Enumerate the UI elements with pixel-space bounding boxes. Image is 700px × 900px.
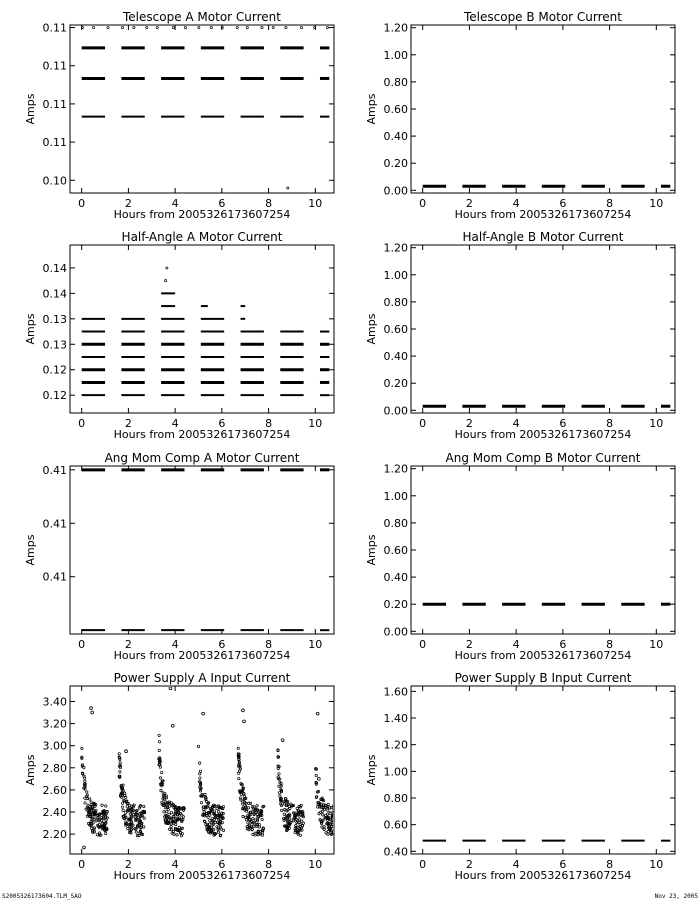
x-tick-label: 10 [649, 858, 664, 871]
data-point [89, 798, 91, 800]
data-point [119, 771, 121, 773]
data-point [242, 815, 244, 817]
footer-date: Nov 23, 2005 [654, 893, 698, 900]
data-point [216, 807, 218, 809]
data-point [339, 835, 341, 837]
data-point [237, 747, 239, 749]
data-series [81, 687, 343, 849]
x-tick-label: 2 [465, 638, 473, 651]
data-point [101, 804, 103, 806]
data-point [251, 806, 253, 808]
data-point [198, 26, 200, 28]
x-tick-label: 4 [512, 858, 520, 871]
x-tick-label: 8 [265, 417, 273, 430]
data-point [252, 833, 254, 835]
chart-title: Telescope B Motor Current [463, 10, 623, 24]
data-point [84, 802, 86, 804]
x-tick-label: 8 [606, 197, 614, 210]
data-point [210, 26, 212, 28]
y-tick-label: 0.12 [42, 389, 67, 403]
data-point [322, 814, 324, 816]
data-point [126, 806, 128, 808]
data-point [299, 834, 301, 836]
x-tick-label: 0 [78, 417, 86, 430]
data-point [256, 805, 258, 807]
data-point [121, 26, 123, 28]
data-point [118, 753, 120, 755]
x-axis-label: Hours from 2005326173607254 [454, 208, 632, 221]
x-tick-label: 2 [465, 417, 473, 430]
data-point [121, 802, 123, 804]
chart-panel [365, 451, 675, 662]
data-point [203, 811, 205, 813]
y-tick-label: 1.20 [383, 738, 408, 752]
x-tick-label: 10 [308, 417, 323, 430]
y-tick-label: 0.40 [383, 845, 408, 859]
x-axis-label: Hours from 2005326173607254 [113, 208, 291, 221]
y-tick-label: 0.80 [383, 75, 408, 89]
x-tick-label: 0 [78, 197, 86, 210]
data-point [143, 826, 145, 828]
data-point [198, 762, 200, 764]
x-tick-label: 4 [512, 417, 520, 430]
y-tick-label: 2.80 [42, 761, 67, 775]
x-tick-label: 4 [512, 638, 520, 651]
data-point [167, 809, 169, 811]
x-tick-label: 6 [559, 197, 567, 210]
data-point [287, 187, 289, 189]
data-point [298, 819, 300, 821]
data-point [133, 26, 135, 28]
x-tick-label: 4 [171, 197, 179, 210]
outlier-point [281, 739, 284, 742]
y-tick-label: 0.12 [42, 363, 67, 377]
data-point [93, 816, 95, 818]
y-tick-label: 0.20 [383, 157, 408, 171]
y-tick-label: 0.41 [42, 517, 67, 531]
data-point [336, 829, 338, 831]
y-tick-label: 0.60 [383, 818, 408, 832]
outlier-point [90, 707, 93, 710]
data-point [327, 830, 329, 832]
data-point [285, 26, 287, 28]
x-tick-label: 8 [606, 417, 614, 430]
data-point [199, 770, 201, 772]
x-tick-label: 10 [649, 197, 664, 210]
data-point [336, 817, 338, 819]
y-tick-label: 0.11 [42, 59, 67, 73]
data-point [170, 812, 172, 814]
data-point [278, 773, 280, 775]
y-tick-label: 0.14 [42, 287, 67, 301]
data-point [338, 824, 340, 826]
data-point [252, 817, 254, 819]
y-tick-label: 0.80 [383, 792, 408, 805]
y-tick-label: 2.40 [42, 806, 67, 819]
y-tick-label: 0.40 [383, 130, 408, 144]
data-point [338, 818, 340, 820]
x-tick-label: 0 [419, 858, 427, 871]
x-tick-label: 6 [218, 417, 226, 430]
x-tick-label: 8 [606, 858, 614, 871]
y-tick-label: 1.00 [383, 489, 408, 503]
y-axis-label: Amps [24, 534, 37, 566]
data-point [143, 805, 145, 807]
x-tick-label: 4 [512, 197, 520, 210]
data-point [86, 791, 88, 793]
data-point [200, 801, 202, 803]
data-point [338, 807, 340, 809]
data-point [336, 833, 338, 835]
data-point [326, 813, 328, 815]
data-point [81, 747, 83, 749]
y-axis-label: Amps [365, 534, 378, 566]
y-axis-label: Amps [365, 313, 378, 345]
data-point [336, 834, 338, 836]
chart-panel [24, 671, 342, 882]
x-tick-label: 2 [124, 417, 132, 430]
data-point [340, 808, 342, 810]
y-axis-label: Amps [365, 754, 378, 786]
data-point [336, 832, 338, 834]
data-point [236, 26, 238, 28]
data-point [329, 812, 331, 814]
y-tick-label: 0.40 [383, 350, 408, 364]
data-point [204, 793, 206, 795]
y-tick-label: 3.40 [42, 695, 67, 709]
data-point [334, 825, 336, 827]
y-tick-label: 0.20 [383, 377, 408, 391]
outlier-point [169, 687, 172, 690]
x-tick-label: 8 [265, 858, 273, 871]
x-tick-label: 6 [218, 858, 226, 871]
data-point [283, 813, 285, 815]
outlier-point [317, 777, 320, 780]
data-point [337, 807, 339, 809]
data-point [93, 26, 95, 28]
data-point [336, 827, 338, 829]
x-tick-label: 2 [124, 858, 132, 871]
data-point [121, 806, 123, 808]
y-axis-label: Amps [24, 754, 37, 786]
y-tick-label: 1.20 [383, 241, 408, 255]
data-point [222, 829, 224, 831]
y-tick-label: 0.10 [42, 174, 67, 188]
plot-frame [70, 466, 334, 634]
data-point [160, 789, 162, 791]
x-tick-label: 0 [419, 417, 427, 430]
data-point [127, 827, 129, 829]
plot-frame [70, 686, 334, 854]
data-point [326, 26, 328, 28]
data-point [337, 831, 339, 833]
data-point [314, 26, 316, 28]
chart-panel [365, 230, 675, 441]
plot-frame [70, 245, 334, 413]
data-point [337, 832, 339, 834]
x-tick-label: 8 [265, 638, 273, 651]
data-point [170, 825, 172, 827]
y-tick-label: 0.14 [42, 261, 67, 275]
x-tick-label: 2 [465, 197, 473, 210]
outlier-point [316, 712, 319, 715]
data-point [335, 819, 337, 821]
outlier-point [171, 724, 174, 727]
data-point [165, 280, 167, 282]
x-tick-label: 0 [419, 638, 427, 651]
data-point [338, 817, 340, 819]
data-point [335, 809, 337, 811]
y-tick-label: 2.20 [42, 828, 67, 842]
x-tick-label: 4 [171, 417, 179, 430]
data-point [335, 829, 337, 831]
x-tick-label: 2 [124, 638, 132, 651]
x-axis-label: Hours from 2005326173607254 [113, 869, 291, 882]
chart-title: Power Supply B Input Current [454, 671, 632, 685]
data-point [163, 811, 165, 813]
data-point [104, 832, 106, 834]
x-tick-label: 6 [559, 417, 567, 430]
data-point [238, 777, 240, 779]
data-point [158, 741, 160, 743]
x-tick-label: 2 [465, 858, 473, 871]
x-tick-label: 8 [265, 197, 273, 210]
outlier-point [83, 846, 86, 849]
outlier-point [125, 750, 128, 753]
data-point [335, 821, 337, 823]
data-point [327, 809, 329, 811]
y-tick-label: 0.41 [42, 463, 67, 477]
data-point [105, 805, 107, 807]
chart-panel [24, 10, 334, 221]
x-tick-label: 6 [218, 638, 226, 651]
chart-title: Power Supply A Input Current [113, 671, 291, 685]
x-tick-label: 0 [78, 858, 86, 871]
y-tick-label: 0.60 [383, 544, 408, 557]
data-point [336, 827, 338, 829]
x-tick-label: 2 [124, 197, 132, 210]
outlier-point [91, 711, 94, 714]
x-tick-label: 0 [78, 638, 86, 651]
x-tick-label: 10 [308, 858, 323, 871]
y-tick-label: 0.60 [383, 103, 408, 116]
plot-frame [411, 245, 675, 413]
x-tick-label: 4 [171, 638, 179, 651]
x-axis-label: Hours from 2005326173607254 [113, 649, 291, 662]
data-point [338, 829, 340, 831]
plot-frame [411, 466, 675, 634]
data-point [119, 762, 121, 764]
data-point [172, 26, 174, 28]
data-series [81, 26, 329, 189]
chart-panel [24, 230, 334, 441]
x-tick-label: 6 [559, 638, 567, 651]
data-point [166, 267, 168, 269]
data-point [199, 777, 201, 779]
data-point [334, 817, 336, 819]
data-point [122, 809, 124, 811]
data-series [82, 470, 330, 630]
x-axis-label: Hours from 2005326173607254 [454, 649, 632, 662]
data-point [337, 806, 339, 808]
y-tick-label: 0.60 [383, 323, 408, 336]
data-point [197, 745, 199, 747]
y-tick-label: 0.40 [383, 571, 408, 585]
y-axis-label: Amps [365, 93, 378, 125]
data-point [158, 749, 160, 751]
data-point [334, 809, 336, 811]
data-point [337, 826, 339, 828]
plot-frame [70, 25, 334, 193]
footer-filename: S2005326173604.TLM_SAO [2, 893, 82, 900]
y-tick-label: 2.60 [42, 783, 67, 797]
outlier-point [243, 720, 246, 723]
x-tick-label: 10 [649, 638, 664, 651]
x-tick-label: 0 [419, 197, 427, 210]
x-tick-label: 4 [171, 858, 179, 871]
y-tick-label: 0.20 [383, 598, 408, 612]
chart-panel [365, 10, 675, 221]
data-point [336, 816, 338, 818]
data-point [279, 795, 281, 797]
data-point [199, 773, 201, 775]
data-point [207, 816, 209, 818]
y-tick-label: 1.00 [383, 48, 408, 62]
y-tick-label: 1.20 [383, 21, 408, 35]
data-point [168, 805, 170, 807]
x-tick-label: 6 [559, 858, 567, 871]
data-point [159, 777, 161, 779]
data-point [339, 812, 341, 814]
data-point [168, 813, 170, 815]
data-point [184, 26, 186, 28]
y-tick-label: 0.80 [383, 295, 408, 309]
data-point [335, 804, 337, 806]
plot-frame [411, 25, 675, 193]
x-tick-label: 10 [308, 638, 323, 651]
x-axis-label: Hours from 2005326173607254 [454, 869, 632, 882]
data-point [336, 830, 338, 832]
chart-title: Half-Angle A Motor Current [121, 230, 283, 244]
data-point [135, 831, 137, 833]
y-tick-label: 0.13 [42, 338, 67, 352]
y-tick-label: 1.40 [383, 712, 408, 725]
data-point [159, 766, 161, 768]
chart-panel [24, 451, 334, 662]
data-point [107, 26, 109, 28]
y-tick-label: 0.00 [383, 404, 408, 418]
x-axis-label: Hours from 2005326173607254 [113, 428, 291, 441]
data-point [217, 831, 219, 833]
data-point [246, 26, 248, 28]
chart-title: Ang Mom Comp B Motor Current [445, 451, 641, 465]
y-tick-label: 0.13 [42, 312, 67, 326]
outlier-point [241, 709, 244, 712]
data-point [337, 828, 339, 830]
data-point [217, 810, 219, 812]
data-point [209, 820, 211, 822]
y-tick-label: 0.11 [42, 136, 67, 150]
x-tick-label: 10 [308, 197, 323, 210]
data-point [336, 804, 338, 806]
x-tick-label: 10 [649, 417, 664, 430]
y-axis-label: Amps [24, 93, 37, 125]
data-point [300, 26, 302, 28]
y-tick-label: 0.00 [383, 625, 408, 639]
x-tick-label: 8 [606, 638, 614, 651]
y-axis-label: Amps [24, 313, 37, 345]
data-point [143, 817, 145, 819]
data-point [247, 807, 249, 809]
x-tick-label: 6 [218, 197, 226, 210]
data-point [158, 734, 160, 736]
data-point [176, 834, 178, 836]
data-series [82, 267, 330, 395]
y-tick-label: 1.20 [383, 462, 408, 476]
y-tick-label: 0.11 [42, 97, 67, 111]
data-point [83, 766, 85, 768]
x-axis-label: Hours from 2005326173607254 [454, 428, 632, 441]
y-tick-label: 3.20 [42, 717, 67, 731]
data-point [338, 834, 340, 836]
data-point [280, 809, 282, 811]
data-point [261, 818, 263, 820]
y-tick-label: 0.00 [383, 184, 408, 198]
y-tick-label: 1.00 [383, 765, 408, 779]
data-point [156, 26, 158, 28]
y-tick-label: 3.00 [42, 739, 67, 753]
y-tick-label: 0.41 [42, 570, 67, 584]
data-point [289, 818, 291, 820]
data-point [315, 774, 317, 776]
chart-panel [365, 671, 675, 882]
y-tick-label: 1.00 [383, 268, 408, 282]
data-point [81, 26, 83, 28]
data-point [272, 26, 274, 28]
chart-title: Half-Angle B Motor Current [462, 230, 624, 244]
data-point [146, 26, 148, 28]
y-tick-label: 0.80 [383, 516, 408, 530]
plot-frame [411, 686, 675, 854]
data-point [209, 814, 211, 816]
y-tick-label: 1.60 [383, 685, 408, 699]
data-point [161, 771, 163, 773]
outlier-point [202, 712, 205, 715]
data-point [105, 819, 107, 821]
y-tick-label: 0.11 [42, 21, 67, 35]
data-point [91, 827, 93, 829]
chart-title: Telescope A Motor Current [123, 10, 281, 24]
data-point [84, 780, 86, 782]
data-point [261, 26, 263, 28]
data-point [335, 834, 337, 836]
chart-title: Ang Mom Comp A Motor Current [104, 451, 300, 465]
